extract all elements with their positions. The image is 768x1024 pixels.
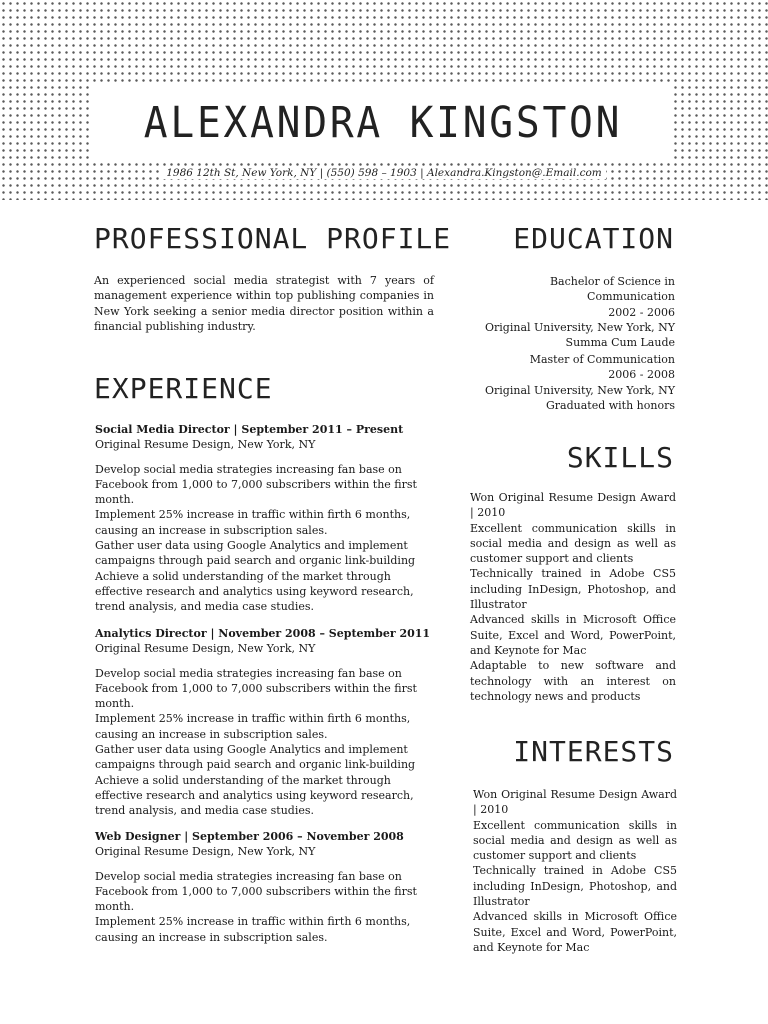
job-bullet: Implement 25% increase in traffic within firth 6 months, causing an increase in subscription sales. — [95, 712, 411, 741]
job-bullet: Develop social media strategies increasing fan base on Facebook from 1,000 to 7,000 subscribers within the first month. — [95, 462, 417, 507]
job-company: Original Resume Design, New York, NY — [95, 438, 316, 452]
degree-honor: Summa Cum Laude — [565, 336, 675, 350]
degree-name: Master of Communication — [529, 353, 675, 366]
job-bullet: Gather user data using Google Analytics and implement campaigns through paid search and organic link-building — [95, 743, 416, 772]
experience-heading: EXPERIENCE — [94, 372, 273, 405]
job-bullet: Achieve a solid understanding of the market through effective research and analytics using keyword research, trend analysis, and media case studies. — [95, 569, 414, 614]
job-bullet: Implement 25% increase in traffic within firth 6 months, causing an increase in subscription sales. — [95, 508, 411, 537]
profile-heading: PROFESSIONAL PROFILE — [94, 222, 452, 255]
skills-list — [470, 490, 676, 704]
interest-item: Won Original Resume Design Award | 2010 — [473, 788, 677, 817]
interest-item: Advanced skills in Microsoft Office Suite, Excel and Word, PowerPoint, and Keynote for Mac — [473, 910, 677, 954]
job-bullet: Gather user data using Google Analytics and implement campaigns through paid search and organic link-building — [95, 539, 416, 568]
interests-list — [473, 787, 677, 955]
education-heading: EDUCATION — [513, 222, 674, 255]
degree-name: Bachelor of Science in Communication — [549, 275, 675, 304]
job-entry — [95, 422, 435, 615]
school-name: Original University, New York, NY — [485, 383, 675, 397]
candidate-name: ALEXANDRA KINGSTON — [143, 98, 623, 148]
skill-item: Excellent communication skills in social media and design as well as customer support and clients — [470, 521, 676, 566]
profile-text: An experienced social media strategist with 7 years of management experience within top publishing companies in New York seeking a senior media director position within a financial publishing industry. — [94, 274, 434, 333]
job-bullet: Develop social media strategies increasing fan base on Facebook from 1,000 to 7,000 subscribers within the first month. — [95, 666, 417, 711]
school-name: Original University, New York, NY — [485, 320, 675, 334]
skill-item: Technically trained in Adobe CS5 including InDesign, Photoshop, and Illustrator — [470, 567, 676, 612]
interests-heading: INTERESTS — [513, 735, 674, 768]
job-company: Original Resume Design, New York, NY — [95, 642, 316, 656]
degree-years: 2006 - 2008 — [608, 368, 675, 382]
job-company: Original Resume Design, New York, NY — [95, 845, 316, 859]
job-title: Web Designer | September 2006 – November 2008 — [95, 830, 404, 843]
skill-item: Advanced skills in Microsoft Office Suite, Excel and Word, PowerPoint, and Keynote for Mac — [470, 613, 676, 657]
job-description — [95, 462, 435, 615]
education-entry — [465, 274, 675, 350]
skills-heading: SKILLS — [566, 441, 674, 474]
contact-text: 1986 12th St, New York, NY | (550) 598 – 1903 | Alexandra.Kingston@.Email.com — [162, 167, 606, 179]
job-description — [95, 666, 435, 819]
job-title: Social Media Director | September 2011 – Present — [95, 423, 404, 436]
education-entry — [465, 352, 675, 413]
skill-item: Won Original Resume Design Award | 2010 — [470, 491, 676, 520]
job-entry — [95, 829, 435, 945]
interest-item: Excellent communication skills in social media and design as well as customer support and clients — [473, 818, 677, 863]
degree-honor: Graduated with honors — [545, 398, 675, 412]
skill-item: Adaptable to new software and technology with an interest on technology news and products — [470, 659, 676, 703]
interest-item: Technically trained in Adobe CS5 including InDesign, Photoshop, and Illustrator — [473, 864, 677, 909]
job-bullet: Achieve a solid understanding of the market through effective research and analytics using keyword research, trend analysis, and media case studies. — [95, 773, 414, 818]
job-entry — [95, 626, 435, 819]
contact-line — [0, 167, 768, 179]
job-title: Analytics Director | November 2008 – September 2011 — [95, 627, 431, 640]
name-box — [93, 86, 673, 160]
job-bullet: Implement 25% increase in traffic within firth 6 months, causing an increase in subscription sales. — [95, 915, 411, 944]
job-description — [95, 869, 435, 945]
degree-years: 2002 - 2006 — [608, 305, 675, 319]
job-bullet: Develop social media strategies increasing fan base on Facebook from 1,000 to 7,000 subscribers within the first month. — [95, 869, 417, 914]
